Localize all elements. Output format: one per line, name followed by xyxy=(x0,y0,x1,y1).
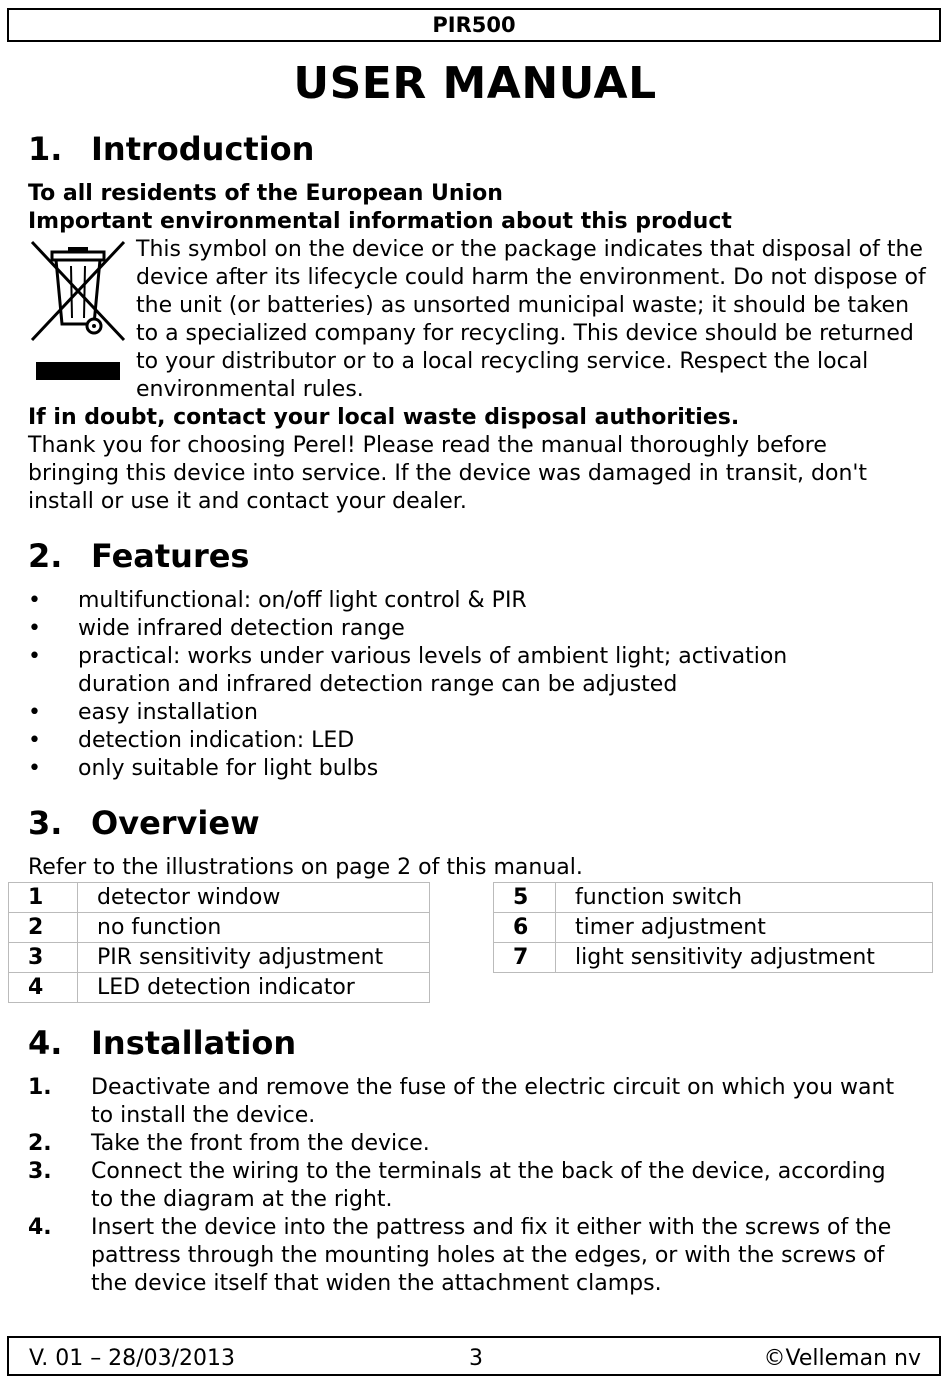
version-date: V. 01 – 28/03/2013 xyxy=(29,1346,235,1371)
part-number: 3 xyxy=(9,943,78,973)
part-number: 2 xyxy=(9,913,78,943)
section-title: Overview xyxy=(91,804,260,842)
section-title: Installation xyxy=(91,1024,297,1062)
list-item xyxy=(28,1214,908,1298)
table-row xyxy=(494,883,933,913)
section-number: 2. xyxy=(28,537,63,575)
parts-table-left xyxy=(8,882,430,1003)
weee-explanation: This symbol on the device or the package indicates that disposal of the device after its lifecycle could harm the environment. Do not dispose of the unit (or batteries) as unsorted municipal waste; it should be taken to a specialized company for recycling. This device should be returned to your distributor or to a local recycling service. Respect the local environmental rules. xyxy=(136,237,926,402)
page-footer xyxy=(7,1336,941,1376)
section-number: 1. xyxy=(28,130,63,168)
part-label: no function xyxy=(78,913,430,943)
page-number: 3 xyxy=(469,1346,483,1371)
list-item: • multifunctional: on/off light control & PIR xyxy=(28,587,908,615)
list-item: • easy installation xyxy=(28,699,908,727)
part-label: detector window xyxy=(78,883,430,913)
step-text: Deactivate and remove the fuse of the electric circuit on which you want to install the device. xyxy=(91,1075,895,1128)
table-row xyxy=(9,973,430,1003)
table-row xyxy=(494,913,933,943)
section-number: 3. xyxy=(28,804,63,842)
step-number: 3. xyxy=(28,1159,52,1184)
crossed-out-wheelie-bin-icon xyxy=(28,238,128,384)
step-number: 2. xyxy=(28,1131,52,1156)
parts-table-right xyxy=(493,882,933,973)
table-row xyxy=(9,943,430,973)
table-row xyxy=(494,943,933,973)
section-title: Features xyxy=(91,537,250,575)
copyright: ©Velleman nv xyxy=(763,1346,921,1371)
part-label: PIR sensitivity adjustment xyxy=(78,943,430,973)
model-name: PIR500 xyxy=(432,13,516,37)
environmental-info-line: Important environmental information about this product xyxy=(28,209,732,234)
part-number: 1 xyxy=(9,883,78,913)
doubt-contact-line: If in doubt, contact your local waste disposal authorities. xyxy=(28,405,740,430)
part-number: 7 xyxy=(494,943,556,973)
section-heading-installation xyxy=(28,1024,296,1062)
part-number: 4 xyxy=(9,973,78,1003)
section-heading-overview xyxy=(28,804,260,842)
installation-steps xyxy=(28,1074,908,1298)
section-title: Introduction xyxy=(91,130,315,168)
part-label: function switch xyxy=(556,883,933,913)
eu-residents-line: To all residents of the European Union xyxy=(28,181,503,206)
part-number: 5 xyxy=(494,883,556,913)
list-item xyxy=(28,1074,908,1130)
table-row xyxy=(9,913,430,943)
table-row xyxy=(9,883,430,913)
step-text: Connect the wiring to the terminals at the back of the device, according to the diagram at the right. xyxy=(91,1159,886,1212)
step-text: Insert the device into the pattress and fix it either with the screws of the pattress through the mounting holes at the edges, or with the screws of the device itself that widen the attachment clamps. xyxy=(91,1215,892,1296)
step-text: Take the front from the device. xyxy=(91,1131,430,1156)
part-label: light sensitivity adjustment xyxy=(556,943,933,973)
list-item xyxy=(28,1158,908,1214)
part-label: LED detection indicator xyxy=(78,973,430,1003)
features-list xyxy=(28,587,908,783)
list-item: • detection indication: LED xyxy=(28,727,908,755)
list-item: • wide infrared detection range xyxy=(28,615,908,643)
part-label: timer adjustment xyxy=(556,913,933,943)
section-number: 4. xyxy=(28,1024,63,1062)
list-item xyxy=(28,1130,908,1158)
section-heading-introduction xyxy=(28,130,314,168)
thank-you-paragraph: Thank you for choosing Perel! Please read the manual thoroughly before bringing this device into service. If the device was damaged in transit, don't install or use it and contact your dealer. xyxy=(28,433,868,514)
list-item: • only suitable for light bulbs xyxy=(28,755,908,783)
step-number: 1. xyxy=(28,1075,52,1100)
page-header-model xyxy=(7,8,941,42)
list-item: • practical: works under various levels of ambient light; activation duration and infrared detection range can be adjusted xyxy=(28,643,908,699)
step-number: 4. xyxy=(28,1215,52,1240)
overview-intro: Refer to the illustrations on page 2 of this manual. xyxy=(28,855,583,880)
section-heading-features xyxy=(28,537,249,575)
part-number: 6 xyxy=(494,913,556,943)
page-title: USER MANUAL xyxy=(293,58,657,109)
